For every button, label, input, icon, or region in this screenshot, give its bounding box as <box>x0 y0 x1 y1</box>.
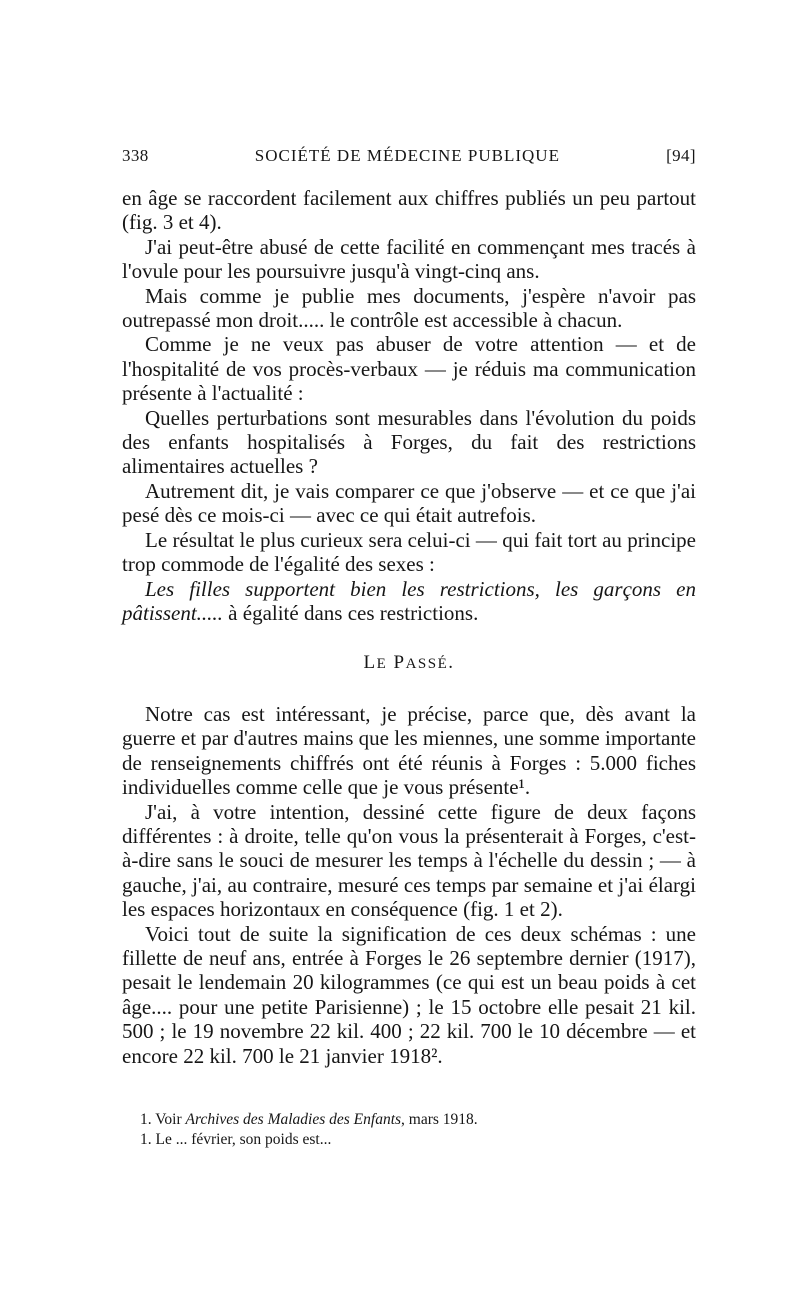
running-header <box>122 146 696 170</box>
paragraph: Le résultat le plus curieux sera celui-ci — qui fait tort au principe trop commode de l'égalité des sexes : <box>122 527 696 577</box>
heading-period: . <box>448 652 455 673</box>
paragraph: Notre cas est intéressant, je précise, parce que, dès avant la guerre et par d'autres mains que les miennes, une somme importante de renseignements chiffrés ont été réunis à Forges : 5.000 fiches individuelles comme celle que je vous présente¹. <box>122 702 696 800</box>
footnote-text: Le ... février, son poids est... <box>151 1131 332 1148</box>
bracket-number: [94] <box>666 146 696 165</box>
running-title: SOCIÉTÉ DE MÉDECINE PUBLIQUE <box>254 146 560 165</box>
paragraph: Mais comme je publie mes documents, j'espère n'avoir pas outrepassé mon droit..... le contrôle est accessible à chacun. <box>122 283 696 333</box>
paragraph: J'ai, à votre intention, dessiné cette figure de deux façons différentes : à droite, telle qu'on vous la présenterait à Forges, c'est-à-dire sans le souci de mesurer les temps à l'échelle du dessin ; — à gauche, j'ai, au contraire, mesuré ces temps par semaine et j'ai élargi les espaces horizontaux en conséquence (fig. 1 et 2). <box>122 799 696 922</box>
paragraph: Quelles perturbations sont mesurables dans l'évolution du poids des enfants hospitalisés à Forges, du fait des restrictions alimentaires actuelles ? <box>122 405 696 479</box>
footnotes <box>140 1110 696 1150</box>
page-number: 338 <box>122 146 149 165</box>
italic-statement <box>122 577 696 626</box>
paragraph: J'ai peut-être abusé de cette facilité en commençant mes tracés à l'ovule pour les poursuivre jusqu'à vingt-cinq ans. <box>122 234 696 284</box>
footnote <box>140 1110 696 1130</box>
paragraph: Voici tout de suite la signification de ces deux schémas : une fillette de neuf ans, entrée à Forges le 26 septembre dernier (1917), pesait le lendemain 20 kilogrammes (ce qui est un beau poids à cet âge.... pour une petite Parisienne) ; le 15 octobre elle pesait 21 kil. 500 ; le 19 novembre 22 kil. 400 ; 22 kil. 700 le 10 décembre — et encore 22 kil. 700 le 21 janvier 1918². <box>122 921 696 1068</box>
paragraph: en âge se raccordent facilement aux chiffres publiés un peu partout (fig. 3 et 4). <box>122 186 696 235</box>
footnote-italic: Archives des Maladies des Enfants <box>185 1111 402 1128</box>
heading-first-letter: L <box>363 652 377 673</box>
footnote-text: Voir <box>151 1111 186 1128</box>
body-text-top <box>122 186 696 625</box>
heading-second-letter: P <box>393 652 406 673</box>
footnote-marker: 1. <box>140 1131 152 1148</box>
italic-statement-rest: à égalité dans ces restrictions. <box>222 600 479 625</box>
footnote <box>140 1130 696 1150</box>
paragraph: Autrement dit, je vais comparer ce que j'observe — et ce que j'ai pesé dès ce mois-ci — avec ce qui était autrefois. <box>122 478 696 528</box>
footnote-marker: 1. <box>140 1111 152 1128</box>
section-heading <box>122 652 696 674</box>
paragraph: Comme je ne veux pas abuser de votre attention — et de l'hospitalité de vos procès-verbaux — je réduis ma communication présente à l'actualité : <box>122 332 696 406</box>
heading-second-rest: ASSÉ <box>405 656 449 672</box>
italic-statement-emphasis: Les filles supportent bien les restrictions, les garçons en pâtissent..... <box>122 576 696 625</box>
footnote-text-end: , mars 1918. <box>401 1111 478 1128</box>
body-text-bottom <box>122 702 696 1068</box>
heading-first-rest: E <box>376 656 388 672</box>
